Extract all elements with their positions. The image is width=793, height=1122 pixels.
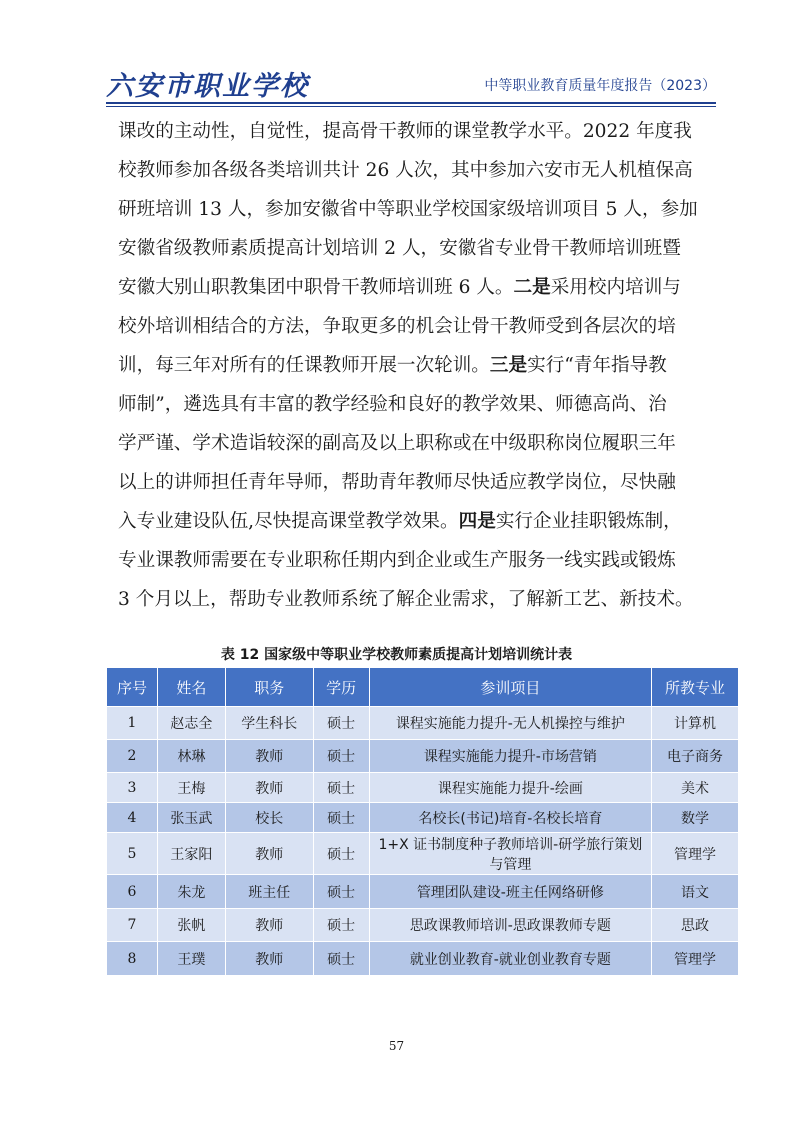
page-header (106, 58, 716, 102)
text-line (118, 463, 708, 502)
cell-col-role: 教师 (225, 773, 313, 803)
cell-col-degree: 硕士 (313, 875, 369, 909)
text-segment: 校教师参加各级各类培训共计 26 人次，其中参加六安市无人机植保高 (118, 160, 693, 181)
header-col-role: 职务 (225, 668, 313, 707)
cell-col-no: 2 (107, 740, 158, 773)
cell-col-subject: 数学 (652, 803, 739, 833)
text-segment: 专业课教师需要在专业职称任期内到企业或生产服务一线实践或锻炼 (118, 550, 676, 571)
cell-col-subject: 管理学 (652, 942, 739, 976)
text-line (118, 112, 708, 151)
cell-col-role: 教师 (225, 909, 313, 942)
text-segment: 采用校内培训与 (550, 277, 681, 298)
cell-col-no: 5 (107, 833, 158, 875)
text-line (118, 424, 708, 463)
cell-col-role: 教师 (225, 942, 313, 976)
header-col-degree: 学历 (313, 668, 369, 707)
cell-col-project: 管理团队建设-班主任网络研修 (369, 875, 651, 909)
cell-col-degree: 硕士 (313, 773, 369, 803)
header-col-name: 姓名 (157, 668, 225, 707)
emphasis-text: 三是 (489, 355, 528, 376)
cell-col-no: 6 (107, 875, 158, 909)
cell-col-no: 8 (107, 942, 158, 976)
cell-col-role: 学生科长 (225, 707, 313, 740)
text-line (118, 268, 708, 307)
cell-col-name: 王梅 (157, 773, 225, 803)
table-row (107, 740, 739, 773)
text-line (118, 307, 708, 346)
text-line (118, 229, 708, 268)
cell-col-project: 思政课教师培训-思政课教师专题 (369, 909, 651, 942)
text-line (118, 385, 708, 424)
cell-col-role: 教师 (225, 740, 313, 773)
page-number: 57 (388, 1039, 405, 1053)
cell-col-no: 1 (107, 707, 158, 740)
table-row (107, 909, 739, 942)
cell-col-subject: 计算机 (652, 707, 739, 740)
header-col-subject: 所教专业 (652, 668, 739, 707)
cell-col-name: 朱龙 (157, 875, 225, 909)
cell-col-subject: 美术 (652, 773, 739, 803)
text-segment: 校外培训相结合的方法，争取更多的机会让骨干教师受到各层次的培 (118, 316, 676, 337)
cell-col-project: 名校长(书记)培育-名校长培育 (369, 803, 651, 833)
cell-col-degree: 硕士 (313, 942, 369, 976)
cell-col-no: 3 (107, 773, 158, 803)
header-col-project: 参训项目 (369, 668, 651, 707)
text-segment: 研班培训 13 人，参加安徽省中等职业学校国家级培训项目 5 人，参加 (118, 199, 698, 220)
school-logo-text: 六安市职业学校 (106, 71, 309, 102)
header-rule-thick (106, 102, 716, 104)
cell-col-role: 教师 (225, 833, 313, 875)
cell-col-name: 林琳 (157, 740, 225, 773)
table-row (107, 833, 739, 875)
text-segment: 师制”，遴选具有丰富的教学经验和良好的教学效果、师德高尚、治 (118, 394, 667, 415)
cell-col-role: 班主任 (225, 875, 313, 909)
table-row (107, 942, 739, 976)
text-line (118, 190, 708, 229)
text-segment: 实行“青年指导教 (527, 355, 667, 376)
cell-col-project: 就业创业教育-就业创业教育专题 (369, 942, 651, 976)
cell-col-name: 赵志全 (157, 707, 225, 740)
text-segment: 以上的讲师担任青年导师，帮助青年教师尽快适应教学岗位，尽快融 (118, 472, 676, 493)
table-row (107, 773, 739, 803)
text-segment: 训，每三年对所有的任课教师开展一次轮训。 (118, 355, 490, 376)
cell-col-degree: 硕士 (313, 740, 369, 773)
cell-col-no: 4 (107, 803, 158, 833)
cell-col-name: 王璞 (157, 942, 225, 976)
cell-col-project: 课程实施能力提升-无人机操控与维护 (369, 707, 651, 740)
emphasis-text: 二是 (513, 277, 551, 298)
report-title: 中等职业教育质量年度报告（2023） (484, 78, 716, 94)
text-line (118, 151, 708, 190)
cell-col-subject: 思政 (652, 909, 739, 942)
cell-col-project: 课程实施能力提升-市场营销 (369, 740, 651, 773)
text-line (118, 541, 708, 580)
text-segment: 安徽省级教师素质提高计划培训 2 人，安徽省专业骨干教师培训班暨 (118, 238, 681, 259)
text-segment: 实行企业挂职锻炼制， (495, 511, 682, 532)
cell-col-degree: 硕士 (313, 707, 369, 740)
table-caption: 表 12 国家级中等职业学校教师素质提高计划培训统计表 (220, 647, 573, 663)
text-line (118, 502, 708, 541)
table-header-row (107, 668, 739, 707)
text-segment: 课改的主动性，自觉性，提高骨干教师的课堂教学水平。2022 年度我 (118, 121, 692, 142)
header-rule-thin (106, 106, 716, 107)
cell-col-degree: 硕士 (313, 909, 369, 942)
cell-col-project: 课程实施能力提升-绘画 (369, 773, 651, 803)
header-col-no: 序号 (107, 668, 158, 707)
cell-col-subject: 语文 (652, 875, 739, 909)
body-paragraph (118, 112, 708, 619)
cell-col-degree: 硕士 (313, 833, 369, 875)
cell-col-degree: 硕士 (313, 803, 369, 833)
text-segment: 3 个月以上，帮助专业教师系统了解企业需求，了解新工艺、新技术。 (118, 589, 694, 610)
cell-col-name: 王家阳 (157, 833, 225, 875)
cell-col-name: 张帆 (157, 909, 225, 942)
text-segment: 入专业建设队伍,尽快提高课堂教学效果。 (118, 511, 459, 532)
text-line (118, 346, 708, 385)
training-stats-table (106, 667, 739, 976)
table-row (107, 875, 739, 909)
emphasis-text: 四是 (458, 511, 496, 532)
cell-col-project: 1+X 证书制度种子教师培训-研学旅行策划与管理 (369, 833, 651, 875)
cell-col-subject: 电子商务 (652, 740, 739, 773)
cell-col-role: 校长 (225, 803, 313, 833)
text-line (118, 580, 708, 619)
table-row (107, 707, 739, 740)
cell-col-subject: 管理学 (652, 833, 739, 875)
table-row (107, 803, 739, 833)
text-segment: 学严谨、学术造诣较深的副高及以上职称或在中级职称岗位履职三年 (118, 433, 676, 454)
cell-col-name: 张玉武 (157, 803, 225, 833)
cell-col-no: 7 (107, 909, 158, 942)
text-segment: 安徽大别山职教集团中职骨干教师培训班 6 人。 (118, 277, 514, 298)
